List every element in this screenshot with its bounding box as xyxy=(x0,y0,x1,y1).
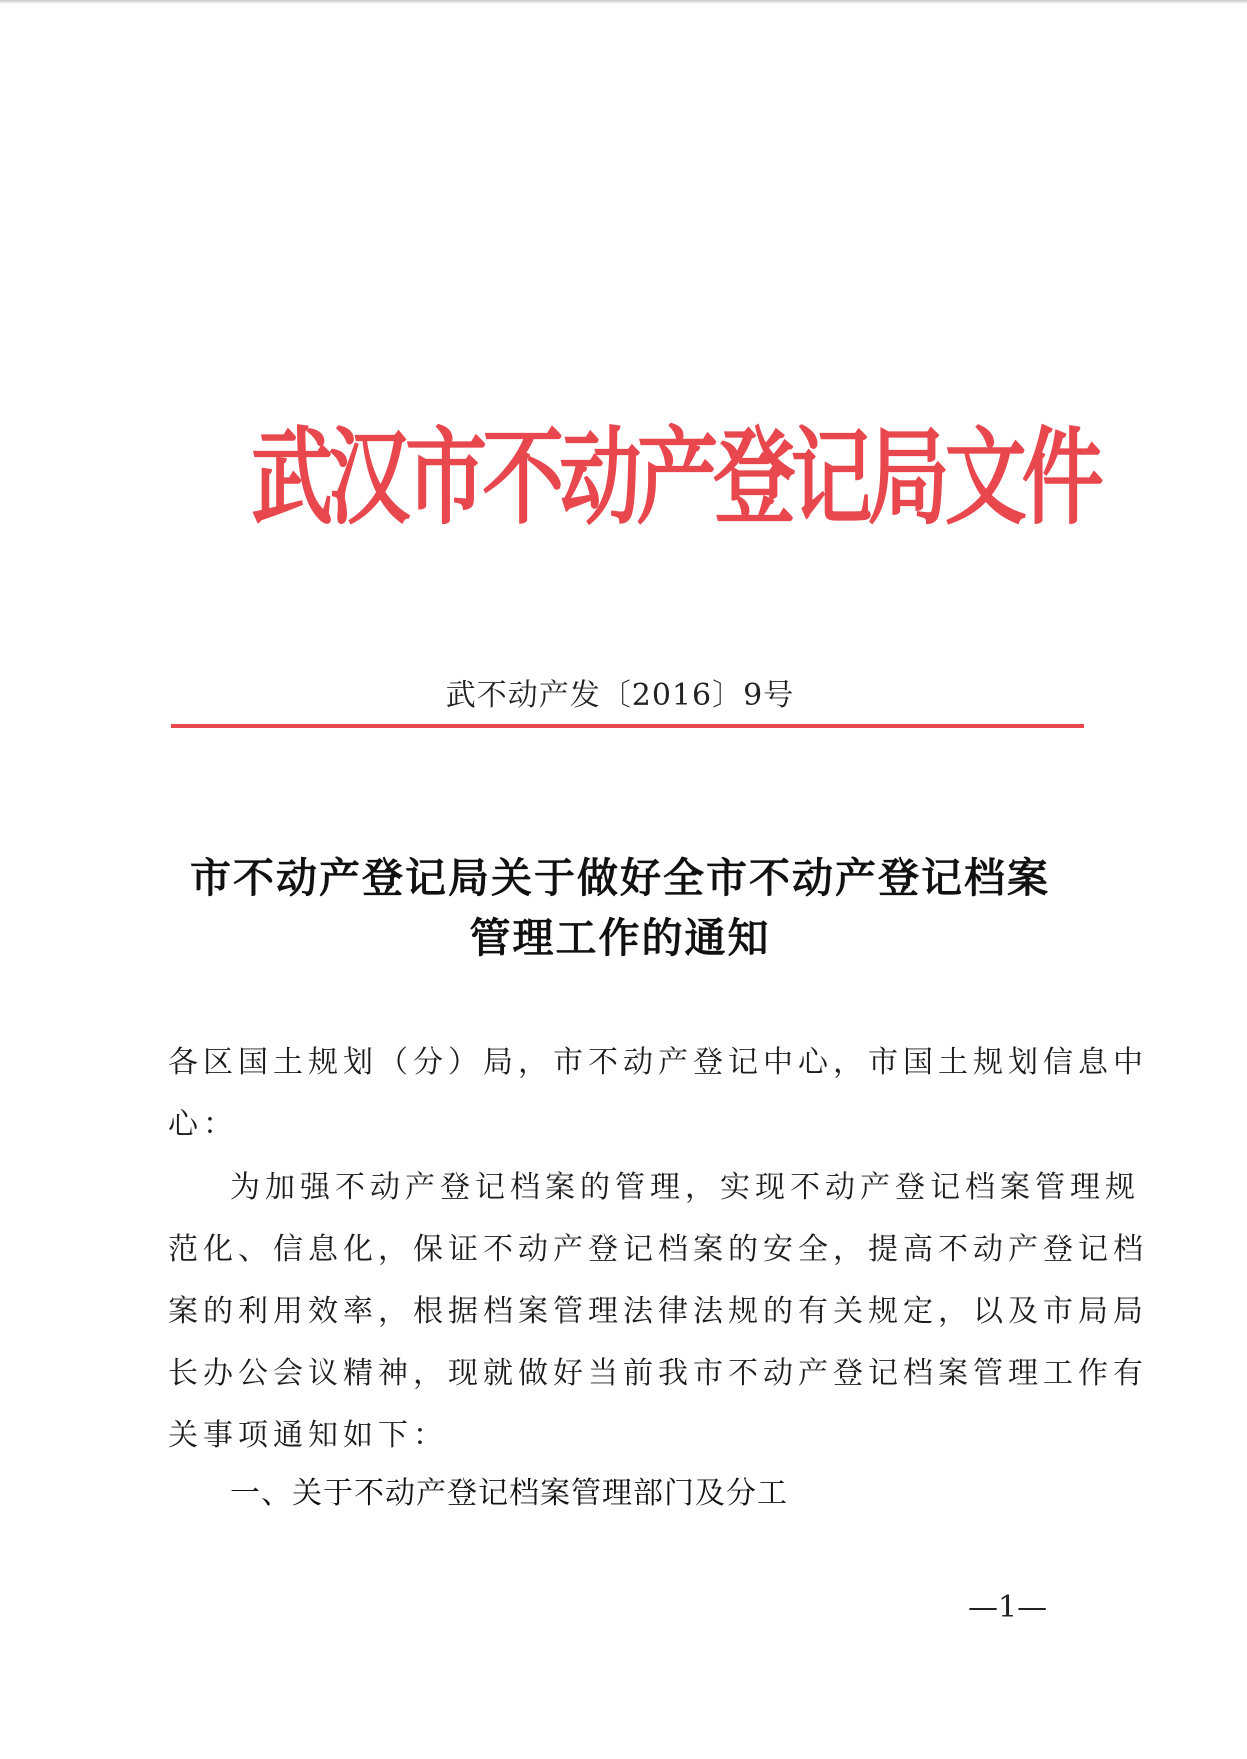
addressee-line-2: 心： xyxy=(168,1107,238,1142)
notice-title xyxy=(150,848,1090,968)
notice-title-line-2: 管理工作的通知 xyxy=(469,914,771,962)
red-separator-line xyxy=(171,724,1084,728)
masthead-title: 武汉市不动产登记局文件 xyxy=(251,416,1099,540)
scan-edge-shadow xyxy=(0,0,1247,4)
paragraph-line-2: 范化、信息化，保证不动产登记档案的安全，提高不动产登记档 xyxy=(168,1232,1148,1267)
paragraph-line-1: 为加强不动产登记档案的管理，实现不动产登记档案管理规 xyxy=(230,1170,1140,1205)
paragraph-line-5: 关事项通知如下： xyxy=(168,1418,448,1453)
addressee-line-1: 各区国土规划（分）局，市不动产登记中心，市国土规划信息中 xyxy=(168,1045,1148,1080)
notice-title-line-1: 市不动产登记局关于做好全市不动产登记档案 xyxy=(190,854,1050,902)
intro-paragraph xyxy=(168,1157,1148,1467)
document-number: 武不动产发〔2016〕9号 xyxy=(445,678,795,713)
paragraph-line-3: 案的利用效率，根据档案管理法律法规的有关规定，以及市局局 xyxy=(168,1294,1148,1329)
addressee-block xyxy=(168,1032,1148,1156)
paragraph-line-4: 长办公会议精神，现就做好当前我市不动产登记档案管理工作有 xyxy=(168,1356,1148,1391)
section-heading: 一、关于不动产登记档案管理部门及分工 xyxy=(230,1476,788,1511)
page-number: —1— xyxy=(968,1590,1048,1625)
